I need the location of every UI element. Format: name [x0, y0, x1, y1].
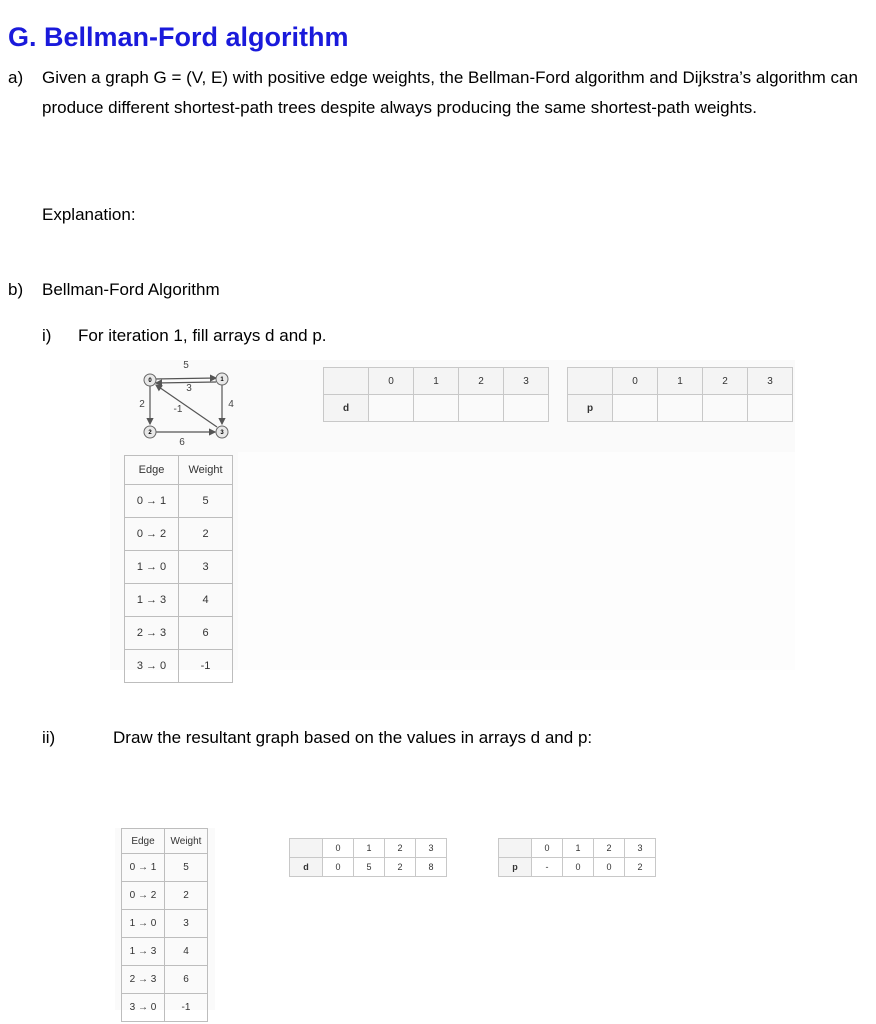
col-index: 0: [613, 368, 658, 395]
edge-weight-table: [124, 455, 233, 683]
table-row: [125, 485, 233, 518]
p-row-label: p: [499, 858, 532, 877]
edge-cell: 0 → 1: [122, 854, 165, 882]
d-value: 8: [416, 858, 447, 877]
col-index: 1: [414, 368, 459, 395]
table-header-row: [125, 456, 233, 485]
section-heading: G. Bellman-Ford algorithm: [8, 22, 349, 52]
edge-cell: 1 → 0: [122, 910, 165, 938]
table-row: [122, 966, 208, 994]
p-value: 2: [625, 858, 656, 877]
p-array-blank: [567, 367, 793, 422]
edge-label-2: 2: [139, 399, 145, 410]
d-cell-1[interactable]: [414, 395, 459, 422]
weight-cell: 4: [179, 584, 233, 617]
col-index: 3: [748, 368, 793, 395]
edge-cell: 1 → 3: [122, 938, 165, 966]
part-b-label: b): [8, 280, 24, 299]
weight-cell: 3: [179, 551, 233, 584]
d-cell-3[interactable]: [504, 395, 549, 422]
node-1-label: 1: [220, 377, 224, 383]
corner-cell: [290, 839, 323, 858]
table-row: [122, 854, 208, 882]
corner-cell: [324, 368, 369, 395]
d-row-label: d: [290, 858, 323, 877]
d-value: 0: [323, 858, 354, 877]
edge-cell: 2 → 3: [125, 617, 179, 650]
edge-0-1: [154, 378, 216, 379]
col-header-edge: Edge: [125, 456, 179, 485]
weight-cell: 2: [179, 518, 233, 551]
edge-label-5: 5: [183, 360, 189, 371]
d-cell-2[interactable]: [459, 395, 504, 422]
col-index: 2: [703, 368, 748, 395]
array-header-row: [324, 368, 549, 395]
explanation-label: Explanation:: [42, 205, 136, 224]
col-index: 3: [625, 839, 656, 858]
part-a-label: a): [8, 68, 24, 87]
d-array-filled: [289, 838, 447, 877]
weight-cell: 2: [165, 882, 208, 910]
part-b-ii-text: Draw the resultant graph based on the values in arrays d and p:: [113, 728, 593, 747]
part-b-i-label: i): [42, 326, 52, 345]
edge-cell: 3 → 0: [125, 650, 179, 683]
d-value: 2: [385, 858, 416, 877]
d-row-label: d: [324, 395, 369, 422]
part-a-text: Given a graph G = (V, E) with positive edge weights, the Bellman-Ford algorithm and Dijkstra’s algorithm can produce different shortest-path trees despite always producing the same shortest-path weights.: [42, 68, 858, 117]
weight-cell: 5: [179, 485, 233, 518]
p-cell-3[interactable]: [748, 395, 793, 422]
weight-cell: -1: [165, 994, 208, 1022]
col-index: 0: [323, 839, 354, 858]
d-value: 5: [354, 858, 385, 877]
edge-cell: 1 → 3: [125, 584, 179, 617]
figure-panel-blank: [238, 452, 795, 670]
edge-weight-table-ii: [121, 828, 208, 1022]
edge-label-3: 3: [186, 383, 192, 394]
edge-cell: 1 → 0: [125, 551, 179, 584]
edge-label-neg1: -1: [173, 404, 183, 415]
graph-diagram: [130, 358, 245, 450]
p-cell-2[interactable]: [703, 395, 748, 422]
p-row: [568, 395, 793, 422]
weight-cell: 6: [179, 617, 233, 650]
edge-cell: 2 → 3: [122, 966, 165, 994]
table-row: [125, 551, 233, 584]
col-index: 2: [459, 368, 504, 395]
p-cell-0[interactable]: [613, 395, 658, 422]
node-0-label: 0: [148, 378, 152, 384]
part-b-i-text: For iteration 1, fill arrays d and p.: [78, 326, 327, 345]
edge-cell: 0 → 1: [125, 485, 179, 518]
col-header-weight: Weight: [179, 456, 233, 485]
table-row: [122, 882, 208, 910]
p-value: -: [532, 858, 563, 877]
corner-cell: [568, 368, 613, 395]
table-row: [125, 584, 233, 617]
table-row: [125, 650, 233, 683]
node-3-label: 3: [220, 430, 224, 436]
d-array-blank: [323, 367, 549, 422]
col-index: 1: [354, 839, 385, 858]
col-index: 3: [416, 839, 447, 858]
p-value: 0: [563, 858, 594, 877]
weight-cell: -1: [179, 650, 233, 683]
col-index: 2: [385, 839, 416, 858]
table-row: [122, 994, 208, 1022]
weight-cell: 3: [165, 910, 208, 938]
node-2-label: 2: [148, 430, 152, 436]
weight-cell: 4: [165, 938, 208, 966]
col-header-edge: Edge: [122, 829, 165, 854]
p-row: [499, 858, 656, 877]
col-index: 1: [563, 839, 594, 858]
d-row: [290, 858, 447, 877]
d-cell-0[interactable]: [369, 395, 414, 422]
edge-label-4: 4: [228, 399, 234, 410]
weight-cell: 5: [165, 854, 208, 882]
d-row: [324, 395, 549, 422]
p-row-label: p: [568, 395, 613, 422]
col-index: 0: [532, 839, 563, 858]
table-row: [122, 938, 208, 966]
array-header-row: [568, 368, 793, 395]
array-header-row: [499, 839, 656, 858]
col-header-weight: Weight: [165, 829, 208, 854]
edge-cell: 0 → 2: [122, 882, 165, 910]
col-index: 3: [504, 368, 549, 395]
col-index: 0: [369, 368, 414, 395]
edge-cell: 3 → 0: [122, 994, 165, 1022]
edge-cell: 0 → 2: [125, 518, 179, 551]
part-b-ii-label: ii): [42, 728, 56, 747]
p-array-filled: [498, 838, 656, 877]
col-index: 2: [594, 839, 625, 858]
table-row: [122, 910, 208, 938]
array-header-row: [290, 839, 447, 858]
table-row: [125, 617, 233, 650]
p-value: 0: [594, 858, 625, 877]
edge-label-6: 6: [179, 437, 185, 448]
table-row: [125, 518, 233, 551]
p-cell-1[interactable]: [658, 395, 703, 422]
table-header-row: [122, 829, 208, 854]
part-b-title: Bellman-Ford Algorithm: [42, 280, 220, 299]
corner-cell: [499, 839, 532, 858]
col-index: 1: [658, 368, 703, 395]
weight-cell: 6: [165, 966, 208, 994]
